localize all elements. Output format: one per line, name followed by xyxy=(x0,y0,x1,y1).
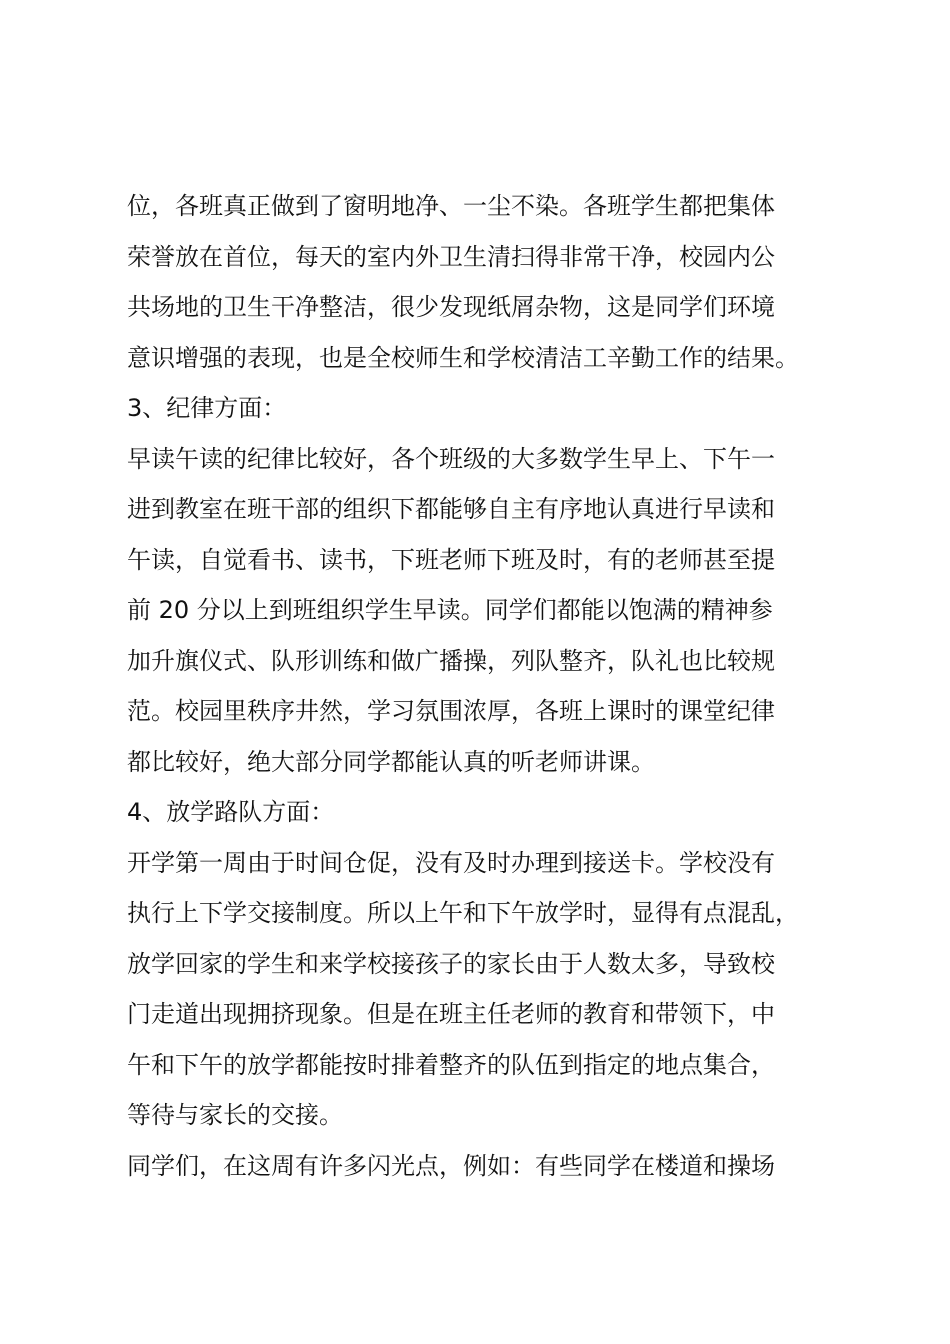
text-line: 位，各班真正做到了窗明地净、一尘不染。各班学生都把集体 xyxy=(127,192,775,220)
text-line: 进到教室在班干部的组织下都能够自主有序地认真进行早读和 xyxy=(127,495,775,523)
text-line: 同学们，在这周有许多闪光点，例如：有些同学在楼道和操场 xyxy=(127,1151,775,1180)
text-line: 共场地的卫生干净整洁，很少发现纸屑杂物，这是同学们环境 xyxy=(127,293,775,321)
text-line: 门走道出现拥挤现象。但是在班主任老师的教育和带领下，中 xyxy=(127,1000,775,1028)
text-line: 荣誉放在首位，每天的室内外卫生清扫得非常干净，校园内公 xyxy=(127,242,775,271)
text-line: 加升旗仪式、队形训练和做广播操，列队整齐，队礼也比较规 xyxy=(127,646,775,675)
text-line: 午读，自觉看书、读书，下班老师下班及时，有的老师甚至提 xyxy=(127,545,775,574)
text-line: 早读午读的纪律比较好，各个班级的大多数学生早上、下午一 xyxy=(127,444,775,473)
text-line: 前 20 分以上到班组织学生早读。同学们都能以饱满的精神参 xyxy=(127,596,773,624)
text-line: 执行上下学交接制度。所以上午和下午放学时，显得有点混乱， xyxy=(127,899,799,927)
text-line: 开学第一周由于时间仓促，没有及时办理到接送卡。学校没有 xyxy=(127,848,775,877)
document-body xyxy=(127,181,847,1191)
section-heading: 3、纪律方面： xyxy=(127,394,287,422)
text-line: 放学回家的学生和来学校接孩子的家长由于人数太多，导致校 xyxy=(127,949,775,978)
text-line: 范。校园里秩序井然，学习氛围浓厚，各班上课时的课堂纪律 xyxy=(127,697,775,725)
text-line: 午和下午的放学都能按时排着整齐的队伍到指定的地点集合， xyxy=(127,1050,775,1079)
text-line: 意识增强的表现，也是全校师生和学校清洁工辛勤工作的结果。 xyxy=(127,343,799,372)
section-heading: 4、放学路队方面： xyxy=(127,798,335,826)
text-line: 等待与家长的交接。 xyxy=(127,1101,343,1129)
text-line: 都比较好，绝大部分同学都能认真的听老师讲课。 xyxy=(127,747,655,776)
